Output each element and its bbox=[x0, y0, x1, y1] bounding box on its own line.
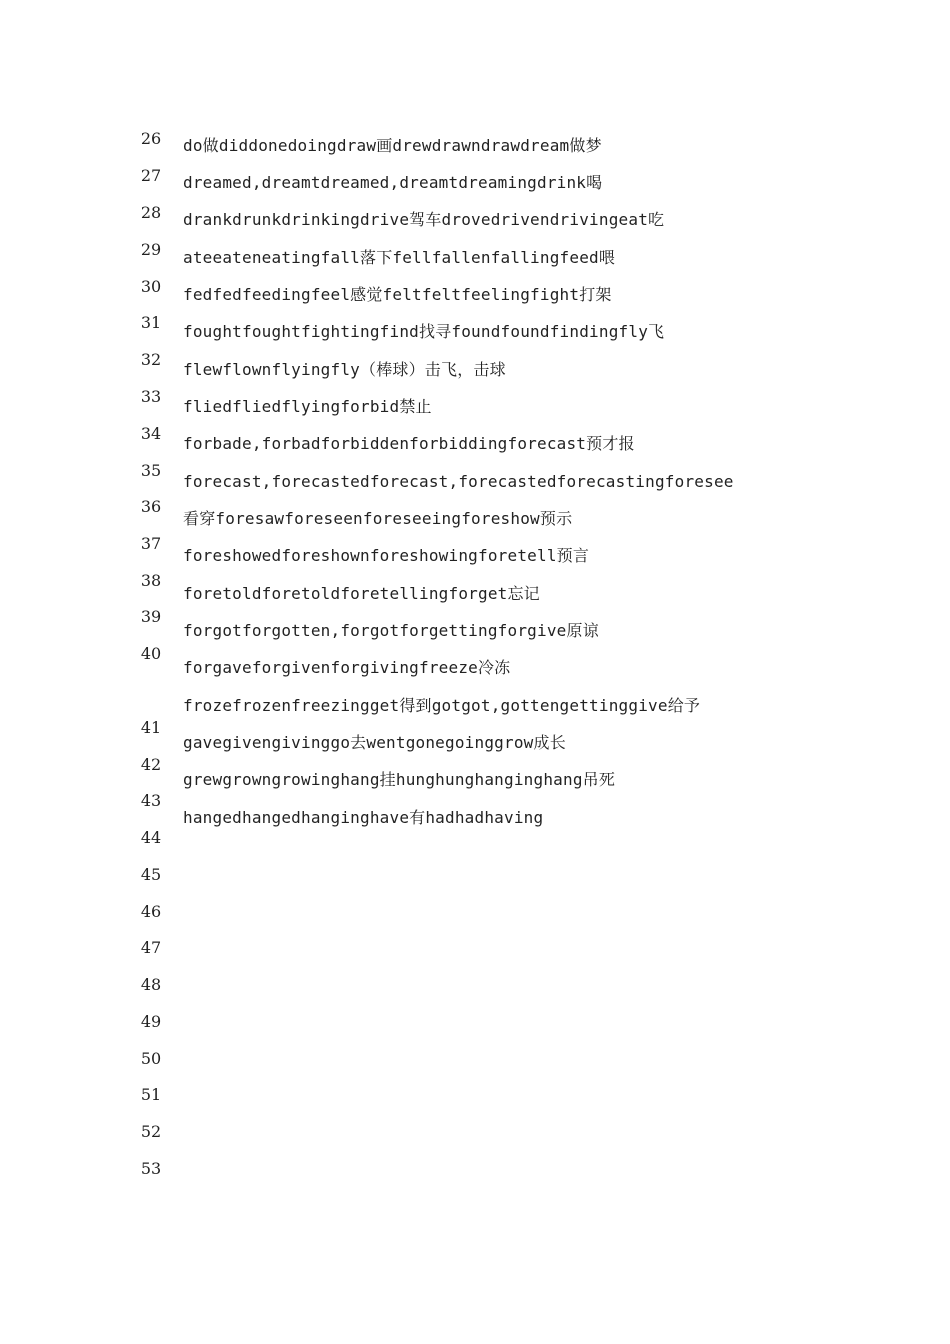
line-number: 30 bbox=[140, 277, 162, 296]
text-line: ateeateneatingfall落下fellfallenfallingfeed喂 bbox=[183, 248, 616, 267]
line-number: 48 bbox=[140, 975, 162, 994]
text-line: flewflownflyingfly（棒球）击飞，击球 bbox=[183, 360, 506, 379]
text-line: foughtfoughtfightingfind找寻foundfoundfindingfly飞 bbox=[183, 322, 665, 341]
line-number: 52 bbox=[140, 1122, 162, 1141]
text-line: fedfedfeedingfeel感觉feltfeltfeelingfight打架 bbox=[183, 285, 612, 304]
line-number: 49 bbox=[140, 1012, 162, 1031]
line-number: 42 bbox=[140, 755, 162, 774]
line-number: 26 bbox=[140, 129, 162, 148]
line-number: 28 bbox=[140, 203, 162, 222]
line-number: 36 bbox=[140, 497, 162, 516]
text-line: hangedhangedhanginghave有hadhadhaving bbox=[183, 808, 544, 827]
text-line: forecast,forecastedforecast,forecastedforecastingforesee bbox=[183, 472, 734, 491]
text-line: foreshowedforeshownforeshowingforetell预言 bbox=[183, 546, 590, 565]
text-line: drankdrunkdrinkingdrive驾车drovedrivendrivingeat吃 bbox=[183, 210, 665, 229]
line-number: 29 bbox=[140, 240, 162, 259]
line-number: 43 bbox=[140, 791, 162, 810]
line-number: 27 bbox=[140, 166, 162, 185]
line-number: 46 bbox=[140, 902, 162, 921]
line-number: 39 bbox=[140, 607, 162, 626]
line-number: 34 bbox=[140, 424, 162, 443]
line-number: 51 bbox=[140, 1085, 162, 1104]
line-number: 47 bbox=[140, 938, 162, 957]
line-number: 40 bbox=[140, 644, 162, 663]
text-line: dreamed,dreamtdreamed,dreamtdreamingdrink喝 bbox=[183, 173, 603, 192]
line-number: 35 bbox=[140, 461, 162, 480]
text-line: forbade,forbadforbiddenforbiddingforecast预才报 bbox=[183, 434, 635, 453]
line-number: 50 bbox=[140, 1049, 162, 1068]
line-number: 38 bbox=[140, 571, 162, 590]
text-line: grewgrowngrowinghang挂hunghunghanginghang吊死 bbox=[183, 770, 616, 789]
text-line: foretoldforetoldforetellingforget忘记 bbox=[183, 584, 540, 603]
text-line: frozefrozenfreezingget得到gotgot,gottengettinggive给予 bbox=[183, 696, 701, 715]
text-line: gavegivengivinggo去wentgonegoinggrow成长 bbox=[183, 733, 566, 752]
line-number: 33 bbox=[140, 387, 162, 406]
line-number: 53 bbox=[140, 1159, 162, 1178]
text-line: forgaveforgivenforgivingfreeze冷冻 bbox=[183, 658, 511, 677]
text-line: fliedfliedflyingforbid禁止 bbox=[183, 397, 432, 416]
line-number: 37 bbox=[140, 534, 162, 553]
line-number: 32 bbox=[140, 350, 162, 369]
line-number: 41 bbox=[140, 718, 162, 737]
text-line: do做diddonedoingdraw画drewdrawndrawdream做梦 bbox=[183, 136, 602, 155]
line-number: 45 bbox=[140, 865, 162, 884]
line-number: 31 bbox=[140, 313, 162, 332]
text-line: 看穿foresawforeseenforeseeingforeshow预示 bbox=[183, 509, 573, 528]
line-number: 44 bbox=[140, 828, 162, 847]
text-line: forgotforgotten,forgotforgettingforgive原谅 bbox=[183, 621, 599, 640]
